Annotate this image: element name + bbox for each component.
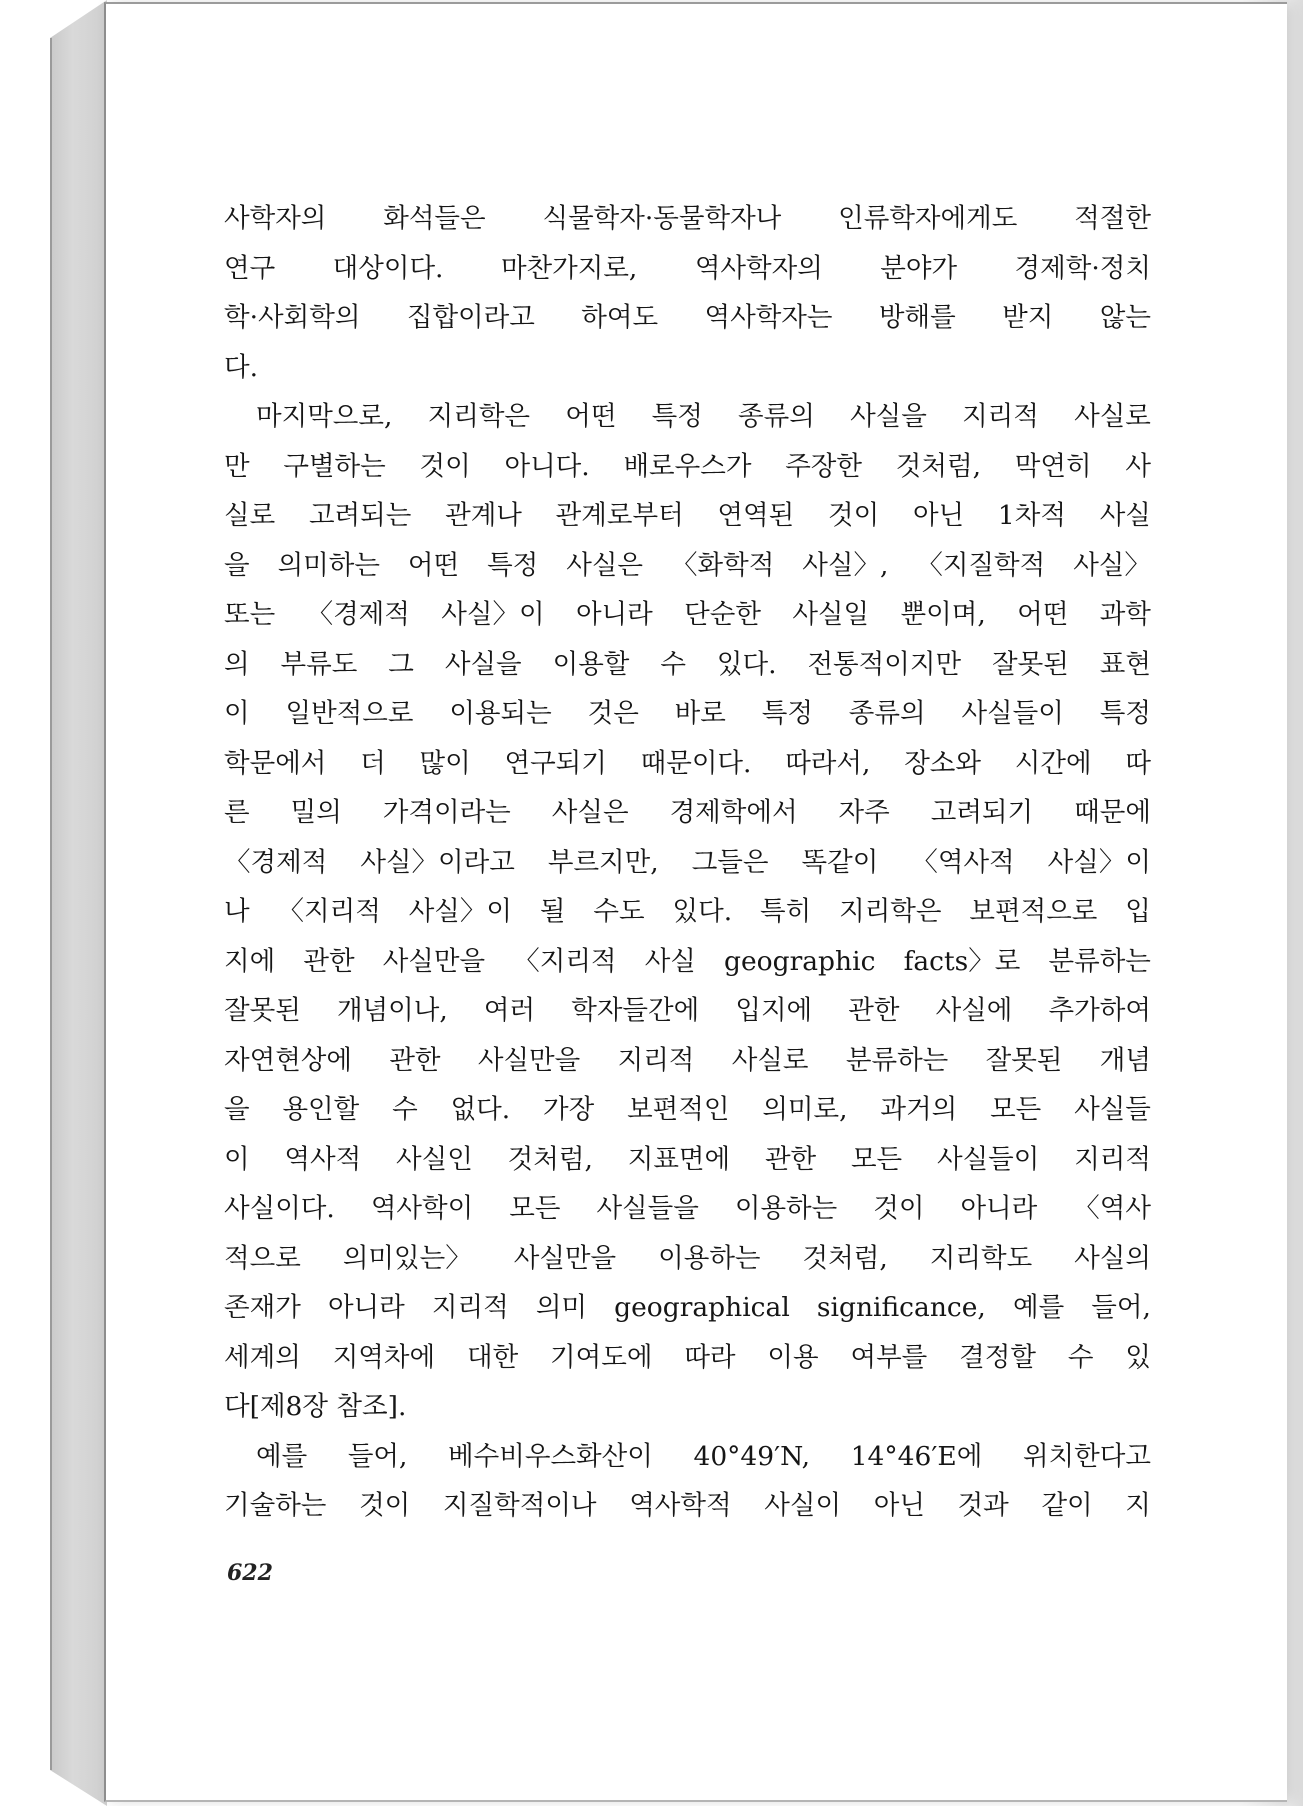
text-line: 또는 〈경제적 사실〉이 아니라 단순한 사실일 뿐이며, 어떤 과학 (224, 599, 1151, 630)
text-line: 연구 대상이다. 마찬가지로, 역사학자의 분야가 경제학·정치 (224, 252, 1151, 284)
book-spine (50, 0, 107, 1806)
text-line: 의 부류도 그 사실을 이용할 수 있다. 전통적이지만 잘못된 표현 (224, 648, 1151, 680)
text-line: 마지막으로, 지리학은 어떤 특정 종류의 사실을 지리적 사실로 (256, 401, 1151, 432)
text-line: 을 용인할 수 없다. 가장 보편적인 의미로, 과거의 모든 사실들 (224, 1094, 1151, 1125)
text-line: 른 밀의 가격이라는 사실은 경제학에서 자주 고려되기 때문에 (224, 797, 1151, 828)
text-line: 사실이다. 역사학이 모든 사실들을 이용하는 것이 아니라 〈역사 (224, 1193, 1151, 1224)
book-spine-edge (50, 38, 52, 1770)
body-text (224, 194, 1151, 1531)
text-line: 잘못된 개념이나, 여러 학자들간에 입지에 관한 사실에 추가하여 (224, 995, 1151, 1026)
text-line: 나 〈지리적 사실〉이 될 수도 있다. 특히 지리학은 보편적으로 입 (224, 896, 1151, 927)
text-line: 다[제8장 참조]. (224, 1391, 407, 1422)
text-line: 만 구별하는 것이 아니다. 배로우스가 주장한 것처럼, 막연히 사 (224, 450, 1151, 482)
text-line: 이 역사적 사실인 것처럼, 지표면에 관한 모든 사실들이 지리적 (224, 1143, 1151, 1175)
text-line: 기술하는 것이 지질학적이나 역사학적 사실이 아닌 것과 같이 지 (224, 1490, 1151, 1521)
text-line: 〈경제적 사실〉이라고 부르지만, 그들은 똑같이 〈역사적 사실〉이 (224, 846, 1151, 878)
text-line: 지에 관한 사실만을 〈지리적 사실 geographic facts〉로 분류하는 (224, 945, 1151, 977)
text-line: 적으로 의미있는〉 사실만을 이용하는 것처럼, 지리학도 사실의 (224, 1242, 1151, 1274)
text-line: 이 일반적으로 이용되는 것은 바로 특정 종류의 사실들이 특정 (224, 698, 1151, 729)
text-line: 자연현상에 관한 사실만을 지리적 사실로 분류하는 잘못된 개념 (224, 1044, 1151, 1076)
text-line: 다. (224, 351, 259, 383)
text-line: 존재가 아니라 지리적 의미 geographical significance, 예를 들어, (224, 1292, 1151, 1323)
book-page (104, 2, 1287, 1802)
text-line: 사학자의 화석들은 식물학자·동물학자나 인류학자에게도 적절한 (224, 203, 1151, 234)
text-line: 실로 고려되는 관계나 관계로부터 연역된 것이 아닌 1차적 사실 (224, 500, 1151, 531)
text-line: 학문에서 더 많이 연구되기 때문이다. 따라서, 장소와 시간에 따 (224, 747, 1151, 779)
text-line: 세계의 지역차에 대한 기여도에 따라 이용 여부를 결정할 수 있 (224, 1341, 1151, 1373)
text-line: 학·사회학의 집합이라고 하여도 역사학자는 방해를 받지 않는 (224, 302, 1151, 333)
text-line: 예를 들어, 베수비우스화산이 40°49′N, 14°46′E에 위치한다고 (256, 1440, 1151, 1472)
text-line: 을 의미하는 어떤 특정 사실은 〈화학적 사실〉, 〈지질학적 사실〉 (224, 549, 1151, 581)
page-number: 622 (227, 1560, 273, 1586)
